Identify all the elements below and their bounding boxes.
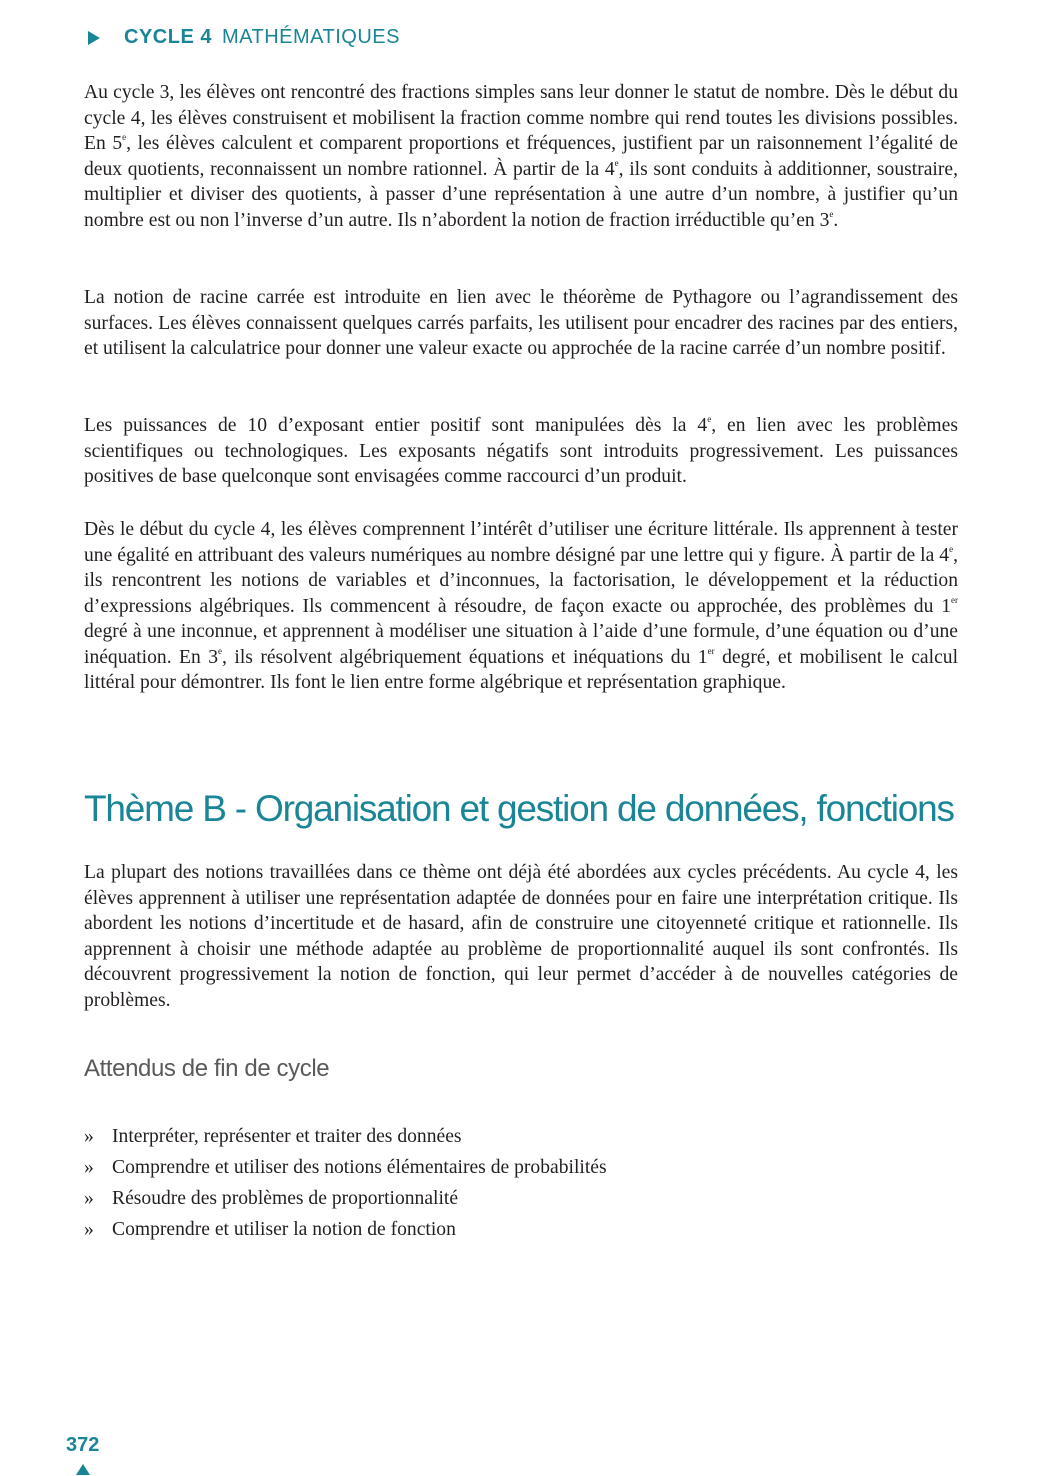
paragraph-fractions: Au cycle 3, les élèves ont rencontré des fractions simples sans leur donner le statut de nombre. Dès le début du cycle 4, les élèves construisent et mobilisent la fraction comme nombre qui rend toutes les divisions possibles. En 5e, les élèves calculent et comparent proportions et fréquences, justifient par un raisonnement l’égalité de deux quotients, reconnaissent un nombre rationnel. À partir de la 4e, ils sont conduits à additionner, soustraire, multiplier et diviser des quotients, à passer d’une représentation à une autre d’un nombre, à justifier qu’un nombre est ou non l’inverse d’un autre. Ils n’abordent la notion de fraction irréductible qu’en 3e. [84, 82, 958, 231]
paragraph-powers: Les puissances de 10 d’exposant entier positif sont manipulées dès la 4e, en lien avec les problèmes scientifiques ou technologiques. Les exposants négatifs sont introduits progressivement. Les puissances positives de base quelconque sont envisagées comme raccourci d’un produit. [84, 414, 958, 487]
bullet-marker: » [84, 1188, 94, 1209]
list-item: » Interpréter, représenter et traiter des données [84, 1121, 958, 1152]
triangle-up-icon [76, 1464, 90, 1475]
theme-b-intro: La plupart des notions travaillées dans ce thème ont déjà été abordées aux cycles précédents. Au cycle 4, les élèves apprennent à utiliser une représentation adaptée de données pour en faire une interprétation critique. Ils abordent les notions d’incertitude et de hasard, afin de construire une citoyenneté critique et rationnelle. Ils apprennent à choisir une méthode adaptée au problème de proportionnalité auquel ils sont confrontés. Ils découvrent progressivement la notion de fonction, qui leur permet d’accéder à de nouvelles catégories de problèmes. [84, 862, 958, 1011]
running-header [88, 26, 400, 49]
bullet-marker: » [84, 1126, 94, 1147]
list-item: » Comprendre et utiliser des notions élémentaires de probabilités [84, 1152, 958, 1183]
header-subject: MATHÉMATIQUES [221, 26, 400, 48]
header-cycle: CYCLE 4 [124, 26, 212, 48]
bullet-marker: » [84, 1157, 94, 1178]
list-item: » Comprendre et utiliser la notion de fonction [84, 1214, 958, 1245]
list-item: » Résoudre des problèmes de proportionnalité [84, 1183, 958, 1214]
page-number: 372 [66, 1434, 100, 1456]
triangle-right-icon [88, 31, 100, 45]
theme-b-title: Thème B - Organisation et gestion de données, fonctions [84, 788, 954, 829]
expected-outcomes-list [84, 1121, 958, 1245]
bullet-marker: » [84, 1219, 94, 1240]
paragraph-square-root: La notion de racine carrée est introduite en lien avec le théorème de Pythagore ou l’agrandissement des surfaces. Les élèves connaissent quelques carrés parfaits, les utilisent pour encadrer des racines par des entiers, et utilisent la calculatrice pour donner une valeur exacte ou approchée de la racine carrée d’un nombre positif. [84, 287, 958, 359]
expected-outcomes-heading: Attendus de fin de cycle [84, 1055, 330, 1082]
paragraph-literal-calculus: Dès le début du cycle 4, les élèves comprennent l’intérêt d’utiliser une écriture littérale. Ils apprennent à tester une égalité en attribuant des valeurs numériques au nombre désigné par une lettre qui y figure. À partir de la 4e, ils rencontrent les notions de variables et d’inconnues, la factorisation, le développement et la réduction d’expressions algébriques. Ils commencent à résoudre, de façon exacte ou approchée, des problèmes du 1er degré à une inconnue, et apprennent à modéliser une situation à l’aide d’une formule, d’une équation ou d’une inéquation. En 3e, ils résolvent algébriquement équations et inéquations du 1er degré, et mobilisent le calcul littéral pour démontrer. Ils font le lien entre forme algébrique et représentation graphique. [84, 519, 959, 693]
